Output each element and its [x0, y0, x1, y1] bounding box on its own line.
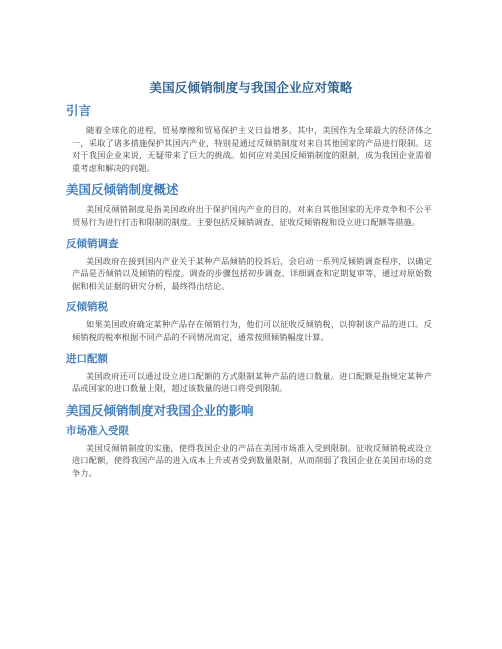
section-heading-impact: 美国反倾销制度对我国企业的影响: [66, 402, 254, 418]
investigation-paragraph: 美国政府在接到国内产业关于某种产品倾销的投诉后，会启动一系列反倾销调查程序，以确定产品是否倾销以及倾销的程度。调查的步骤包括初步调查、详细调查和定期复审等，通过对原始数据和相关证据的研究分析，最终得出结论。: [72, 255, 432, 291]
subsection-heading-investigation: 反倾销调查: [66, 237, 119, 250]
market-access-paragraph: 美国反倾销制度的实施，使得我国企业的产品在美国市场准入受到限制。征收反倾销税或设立进口配额，使得我国产品的进入成本上升或者受到数量限制，从而削弱了我国企业在美国市场的竞争力。: [72, 442, 432, 478]
document-title: 美国反倾销制度与我国企业应对策略: [149, 80, 353, 95]
section-heading-intro: 引言: [66, 103, 92, 118]
subsection-heading-duty: 反倾销税: [66, 301, 108, 314]
section-heading-overview: 美国反倾销制度概述: [66, 182, 179, 198]
duty-paragraph: 如果美国政府确定某种产品存在倾销行为，他们可以征收反倾销税，以抑制该产品的进口。反倾销税的税率根据不同产品的不同情况而定，通常按照倾销幅度计算。: [72, 319, 432, 342]
overview-paragraph: 美国反倾销制度是指美国政府出于保护国内产业的目的，对来自其他国家的无序竞争和不公平贸易行为进行打击和限制的制度。主要包括反倾销调查、征收反倾销税和设立进口配额等措施。: [72, 204, 432, 227]
subsection-heading-quota: 进口配额: [66, 352, 108, 365]
document-body: [66, 103, 432, 488]
intro-paragraph: 随着全球化的进程，贸易摩擦和贸易保护主义日益增多。其中，美国作为全球最大的经济体之一，采取了诸多措施保护其国内产业，特别是通过反倾销制度对来自其他国家的产品进行限制。这对于我国企业来说，无疑带来了巨大的挑战。如何应对美国反倾销制度的限制，成为我国企业需着重考虑和解决的问题。: [72, 125, 432, 173]
quota-paragraph: 美国政府还可以通过设立进口配额的方式限制某种产品的进口数量。进口配额是指规定某种产品或国家的进口数量上限，超过该数量的进口将受到限制。: [72, 370, 432, 394]
subsection-heading-market-access: 市场准入受限: [66, 424, 129, 437]
